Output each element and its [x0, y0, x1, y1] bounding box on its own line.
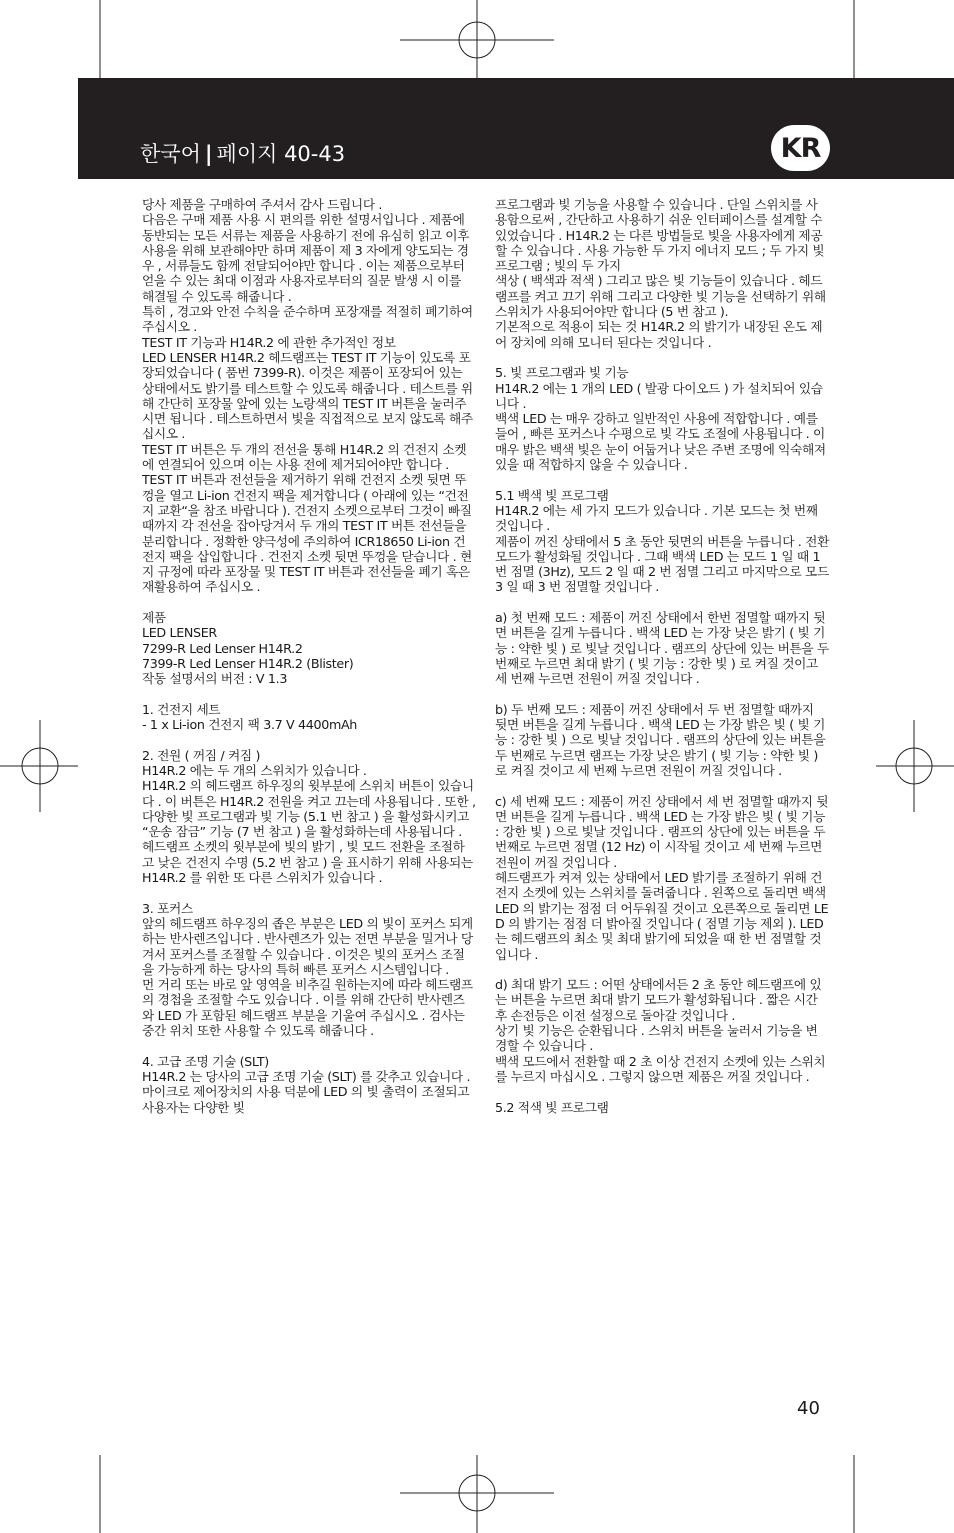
- spacer: [495, 962, 829, 977]
- spacer: [142, 885, 476, 900]
- mode-d-section: d) 최대 밝기 모드 : 어떤 상태에서든 2 초 동안 헤드램프에 있는 버튼을 누르면 최대 밝기 모드가 활성화됩니다 . 짧은 시간 후 손전등은 이전 설정으로 돌아갈 것입니다 . 상기 빛 기능은 순환됩니다 . 스위치 버튼을 눌러서 기능을 변경할 수 있습니다 . 백색 모드에서 전환할 때 2 초 이상 건전지 소켓에 있는 스위치를 누르지 마십시오 . 그렇지 않으면 제품은 꺼질 것입니다 .: [495, 977, 826, 1084]
- light-programs-section: 5. 빛 프로그램과 빛 기능 H14R.2 에는 1 개의 LED ( 발광 다이오드 ) 가 설치되어 있습니다 . 백색 LED 는 매우 강하고 일반적인 사용에 적합합니다 . 예를 들어 , 빠른 포커스나 수평으로 빛 각도 조절에 사용됩니다 . 이 매우 밝은 백색 빛은 눈이 어둡거나 낮은 주변 조명에 익숙해져 있을 때 적합하지 않을 수 있습니다 .: [495, 365, 826, 473]
- white-light-section: 5.1 백색 빛 프로그램 H14R.2 에는 세 가지 모드가 있습니다 . 기본 모드는 첫 번째 것입니다 . 제품이 꺼진 상태에서 5 초 동안 뒷면의 버튼을 누릅니다 . 전환 모드가 활성화될 것입니다 . 그때 백색 LED 는 모드 1 일 때 1 번 점멸 (3Hz), 모드 2 일 때 2 번 점멸 그리고 마지막으로 모드 3 일 때 3 번 점멸할 것입니다 .: [495, 487, 829, 595]
- language-label: 한국어: [140, 142, 201, 166]
- page-number: 40: [797, 1398, 820, 1419]
- spacer: [495, 778, 829, 793]
- product-section: 제품 LED LENSER 7299-R Led Lenser H14R.2 7399-R Led Lenser H14R.2 (Blister) 작동 설명서의 버전 : V 1.3: [142, 610, 354, 687]
- spacer: [142, 1038, 476, 1053]
- page-range: 페이지 40-43: [216, 142, 346, 166]
- spacer: [495, 1084, 829, 1099]
- mode-c-section: c) 세 번째 모드 : 제품이 꺼진 상태에서 세 번 점멸할 때까지 뒷면 버튼을 길게 누릅니다 . 백색 LED 는 가장 밝은 빛 ( 빛 기능 : 강한 빛 ) 으로 빛날 것입니다 . 램프의 상단에 있는 버튼을 두 번째로 누르면 점멸 (12 Hz) 이 시작될 것이고 세 번째 누르면 전원이 꺼질 것입니다 . 헤드램프가 켜져 있는 상태에서 LED 밝기를 조절하기 위해 건전지 소켓에 있는 스위치를 돌려줍니다 . 왼쪽으로 돌리면 백색 LED 의 밝기는 점점 더 어두워질 것이고 오른쪽으로 돌리면 LED 의 밝기는 점점 더 밝아질 것입니다 ( 점멸 기능 제외 ). LED 는 헤드램프의 최소 및 최대 밝기에 되었을 때 한 번 점멸할 것입니다 .: [495, 793, 829, 962]
- spacer: [142, 687, 476, 702]
- spacer: [495, 687, 829, 702]
- focus-section: 3. 포커스 앞의 헤드램프 하우징의 좁은 부분은 LED 의 빛이 포커스 되게 하는 반사렌즈입니다 . 반사렌즈가 있는 전면 부분을 밀거나 당겨서 포커스를 조절할 수 있습니다 . 이것은 빛의 포커스 조절을 가능하게 하는 당사의 특허 빠른 포커스 시스템입니다 . 먼 거리 또는 바로 앞 영역을 비추길 원하는지에 따라 헤드램프의 경첩을 조절할 수도 있습니다 . 이를 위해 간단히 반사렌즈와 LED 가 포함된 헤드램프 부분을 기울여 주십시오 . 검사는 중간 위치 또한 사용할 수 있도록 해줍니다 .: [142, 900, 473, 1039]
- intro-paragraph: 당사 제품을 구매하여 주셔서 감사 드립니다 . 다음은 구매 제품 사용 시 편의를 위한 설명서입니다 . 제품에 동반되는 모든 서류는 제품을 사용하기 전에 유심히 읽고 이후 사용을 위해 보관해야만 하며 제품이 제 3 자에게 양도되는 경우 , 서류들도 함께 전달되어야만 합니다 . 이는 제품으로부터 얻을 수 있는 최대 이점과 사용자로부터의 질문 발생 시 이를 해결될 수 있도록 해줍니다 . 특히 , 경고와 안전 수칙을 준수하며 포장재를 적절히 폐기하여 주십시오 . TEST IT 기능과 H14R.2 에 관한 추가적인 정보 LED LENSER H14R.2 헤드램프는 TEST IT 기능이 있도록 포장되었습니다 ( 품번 7399-R). 이것은 제품이 포장되어 있는 상태에서도 밝기를 테스트할 수 있도록 해줍니다 . 테스트를 위해 간단히 포장물 앞에 있는 노랑색의 TEST IT 버튼을 눌러주시면 됩니다 . 테스트하면서 빛을 직접적으로 보지 않도록 해주십시오 . TEST IT 버튼은 두 개의 전선을 통해 H14R.2 의 건전지 소켓에 연결되어 있으며 이는 사용 전에 제거되어야만 합니다 . TEST IT 버튼과 전선들을 제거하기 위해 건전지 소켓 뒷면 뚜껑을 열고 Li-ion 건전지 팩을 제거합니다 ( 아래에 있는 “건전지 교환“을 참조 바랍니다 ). 건전지 소켓으로부터 그것이 빠질 때까지 각 전선을 잡아당겨서 두 개의 TEST IT 버튼 전선들을 분리합니다 . 정확한 양극성에 주의하여 ICR18650 Li-ion 건전지 팩을 삽입합니다 . 건전지 소켓 뒷면 뚜껑을 닫습니다 . 현지 규정에 따라 포장물 및 TEST IT 버튼과 전선들을 폐기 혹은 재활용하여 주십시오 .: [142, 197, 473, 595]
- mode-a-section: a) 첫 번째 모드 : 제품이 꺼진 상태에서 한번 점멸할 때까지 뒷면 버튼을 길게 누릅니다 . 백색 LED 는 가장 낮은 밝기 ( 빛 기능 : 약한 빛 ) 로 빛날 것입니다 . 램프의 상단에 있는 버튼을 두 번째로 누르면 최대 밝기 ( 빛 기능 : 강한 빛 ) 로 켜질 것이고 세 번째 누르면 전원이 꺼질 것입니다 .: [495, 610, 829, 687]
- spacer: [495, 472, 829, 487]
- page-title: [140, 138, 345, 168]
- slt-section: 4. 고급 조명 기술 (SLT) H14R.2 는 당사의 고급 조명 기술 (SLT) 를 갖추고 있습니다 . 마이크로 제어장치의 사용 덕분에 LED 의 빛 출력이 조절되고 사용자는 다양한 빛: [142, 1053, 471, 1115]
- mode-b-section: b) 두 번째 모드 : 제품이 꺼진 상태에서 두 번 점멸할 때까지 뒷면 버튼을 길게 누릅니다 . 백색 LED 는 가장 밝은 빛 ( 빛 기능 : 강한 빛 ) 으로 빛날 것입니다 . 램프의 상단에 있는 버튼을 두 번째로 누르면 램프는 가장 낮은 밝기 ( 빛 기능 : 약한 빛 ) 로 켜질 것이고 세 번째 누르면 전원이 꺼질 것입니다 .: [495, 701, 826, 778]
- red-light-heading: 5.2 적색 빛 프로그램: [495, 1099, 609, 1115]
- power-section: 2. 전원 ( 꺼짐 / 켜짐 ) H14R.2 에는 두 개의 스위치가 있습니다 . H14R.2 의 헤드램프 하우징의 윗부분에 스위치 버튼이 있습니다 . 이 버튼은 H14R.2 전원을 켜고 끄는데 사용됩니다 . 또한 , 다양한 빛 프로그램과 빛 기능 (5.1 번 참고 ) 을 활성화시키고 “운송 잠금” 기능 (7 번 참고 ) 을 활성화하는데 사용됩니다 . 헤드램프 소켓의 윗부분에 빛의 밝기 , 빛 모드 전환을 조절하고 낮은 건전지 수명 (5.2 번 참고 ) 을 표시하기 위해 사용되는 H14R.2 를 위한 또 다른 스위치가 있습니다 .: [142, 747, 476, 886]
- left-column: [142, 197, 476, 1115]
- spacer: [142, 595, 476, 610]
- right-column: [495, 197, 829, 1115]
- language-badge: KR: [771, 125, 830, 171]
- spacer: [142, 732, 476, 747]
- title-separator: |: [204, 142, 213, 166]
- slt-continued: 프로그램과 빛 기능을 사용할 수 있습니다 . 단일 스위치를 사용함으로써 , 간단하고 사용하기 쉬운 인터페이스를 설계할 수 있었습니다 . H14R.2 는 다른 방법들로 빛을 사용자에게 제공할 수 있습니다 . 사용 가능한 두 가지 에너지 모드 ; 두 가지 빛 프로그램 ; 빛의 두 가지 색상 ( 백색과 적색 ) 그리고 많은 빛 기능들이 있습니다 . 헤드램프를 켜고 끄기 위해 그리고 다양한 빛 기능을 선택하기 위해 스위치가 사용되어야만 합니다 (5 번 참고 ). 기본적으로 적용이 되는 것 H14R.2 의 밝기가 내장된 온도 제어 장치에 의해 모니터 된다는 것입니다 .: [495, 197, 826, 350]
- spacer: [495, 350, 829, 365]
- spacer: [495, 595, 829, 610]
- battery-set-section: 1. 건전지 세트 - 1 x Li-ion 건전지 팩 3.7 V 4400mAh: [142, 701, 357, 733]
